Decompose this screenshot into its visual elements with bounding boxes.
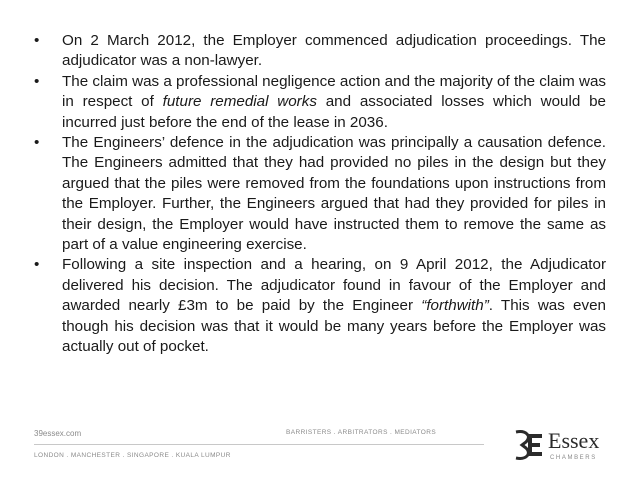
footer-divider [34, 444, 484, 445]
bullet-item-4 [34, 255, 606, 357]
footer-website: 39essex.com [34, 429, 82, 438]
bullet-list [34, 31, 606, 358]
bullet-text [62, 256, 606, 355]
bullet-marker: • [34, 72, 40, 90]
bullet-text-part: and associated losses which would be incurred just before the end of the lease in 2036. [62, 93, 606, 131]
bullet-text: On 2 March 2012, the Employer commenced adjudication proceedings. The adjudicator was a non-lawyer. [62, 32, 606, 70]
bullet-marker: • [34, 32, 40, 49]
bullet-item-3 [34, 133, 606, 255]
logo-mark-icon [512, 428, 548, 462]
essex-chambers-logo [512, 428, 612, 468]
bullet-text [62, 73, 606, 131]
bullet-text-part: . This was even though his decision was that it would be many years before the Employer was actually out of pocket. [62, 297, 606, 356]
bullet-marker: • [34, 134, 40, 152]
bullet-marker: • [34, 256, 40, 274]
bullet-text-part: The claim was a professional negligence action and the majority of the claim was in respect of [62, 72, 606, 111]
bullet-text-part: Following a site inspection and a hearing, on 9 April 2012, the Adjudicator delivered his decision. The adjudicator found in favour of the Employer and awarded nearly £3m to be paid by the Engineer [62, 256, 606, 315]
bullet-text-emphasis: “forthwith” [421, 297, 489, 315]
logo-subtitle: CHAMBERS [550, 455, 597, 461]
bullet-text-emphasis: future remedial works [162, 93, 317, 111]
footer-cities: LONDON . MANCHESTER . SINGAPORE . KUALA LUMPUR [34, 452, 231, 459]
slide-footer [0, 420, 638, 479]
bullet-item-2 [34, 72, 606, 133]
logo-name: Essex [548, 428, 600, 453]
footer-tagline: BARRISTERS . ARBITRATORS . MEDIATORS [286, 429, 437, 436]
bullet-text: The Engineers’ defence in the adjudication was principally a causation defence. The Engineers admitted that they had provided no piles in the design but they argued that the piles were removed from the foundations upon instructions from the Employer. Further, the Engineers argued that had they provided for piles in their design, the Employer would have instructed them to remove the same as part of a value engineering exercise. [62, 134, 606, 254]
bullet-item-1 [34, 31, 606, 72]
